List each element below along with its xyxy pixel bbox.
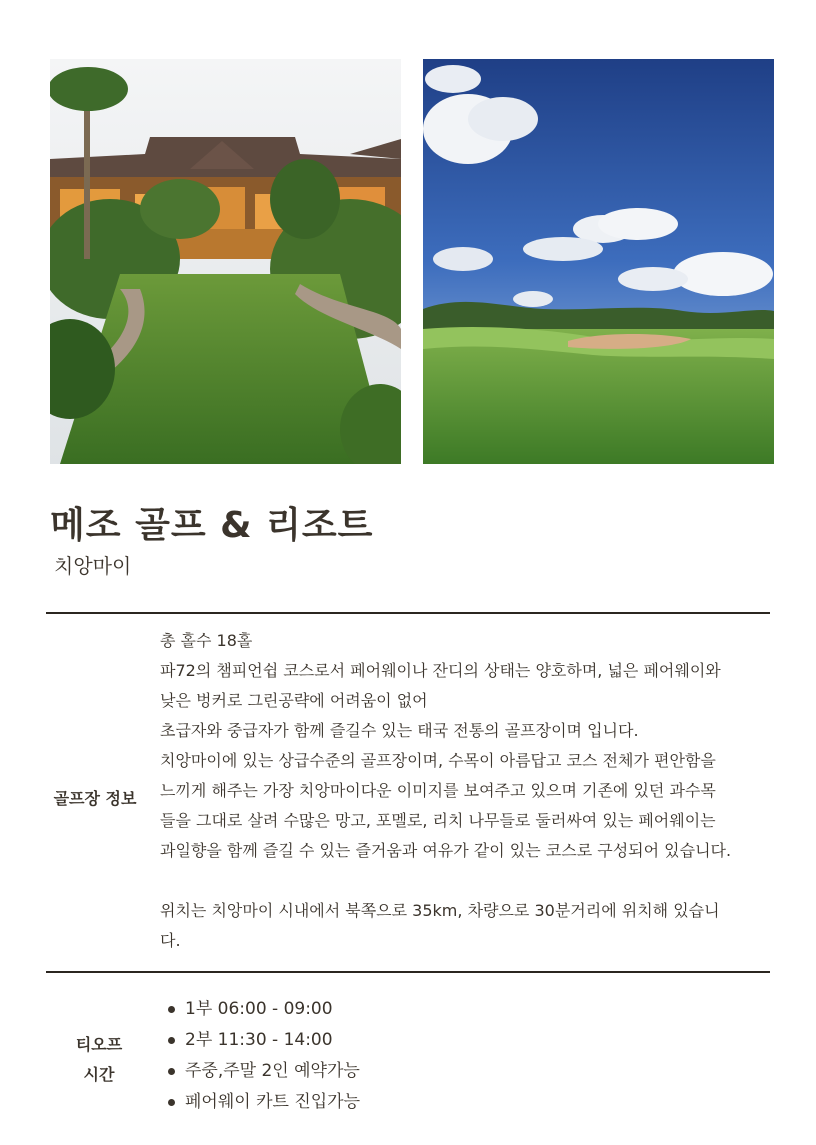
teeoff-item-text: 주중,주말 2인 예약가능 xyxy=(185,1061,360,1081)
info-line: 과일향을 함께 즐길 수 있는 즐거움과 여유가 같이 있는 코스로 구성되어 있습니다. xyxy=(160,841,732,860)
location-subtitle: 치앙마이 xyxy=(54,554,132,578)
page-title: 메조 골프 & 리조트 xyxy=(50,505,374,546)
list-item xyxy=(160,1056,360,1087)
info-line: 위치는 치앙마이 시내에서 북쪽으로 35km, 차량으로 30분거리에 위치해 있습니 xyxy=(160,901,720,920)
teeoff-label-line: 티오프 xyxy=(75,1035,123,1054)
info-line: 낮은 벙커로 그린공략에 어려움이 없어 xyxy=(160,691,428,710)
info-line: 들을 그대로 살려 수많은 망고, 포멜로, 리치 나무들로 둘러싸여 있는 페어웨이는 xyxy=(160,811,716,830)
info-line: 치앙마이에 있는 상급수준의 골프장이며, 수목이 아름답고 코스 전체가 편안함을 xyxy=(160,751,716,770)
info-line: 초급자와 중급자가 함께 즐길수 있는 태국 전통의 골프장이며 입니다. xyxy=(160,721,639,740)
teeoff-section-label xyxy=(46,1030,152,1090)
section-divider-middle xyxy=(46,971,770,973)
teeoff-list xyxy=(160,994,360,1118)
list-item xyxy=(160,1025,360,1056)
bullet-icon xyxy=(168,1068,175,1075)
list-item xyxy=(160,994,360,1025)
teeoff-item-text: 2부 11:30 - 14:00 xyxy=(185,1030,333,1050)
info-line: 느끼게 해주는 가장 치앙마이다운 이미지를 보여주고 있으며 기존에 있던 과수목 xyxy=(160,781,716,800)
section-divider-top xyxy=(46,612,770,614)
teeoff-item-text: 페어웨이 카트 진입가능 xyxy=(185,1092,361,1112)
bullet-icon xyxy=(168,1006,175,1013)
teeoff-item-text: 1부 06:00 - 09:00 xyxy=(185,999,333,1019)
info-line: 다. xyxy=(160,931,181,950)
teeoff-label-line: 시간 xyxy=(83,1065,115,1084)
bullet-icon xyxy=(168,1099,175,1106)
bullet-icon xyxy=(168,1037,175,1044)
course-info-text xyxy=(160,626,770,956)
info-section-label: 골프장 정보 xyxy=(53,789,137,808)
golf-course-photo xyxy=(423,59,774,464)
info-line: 총 홀수 18홀 xyxy=(160,631,253,650)
resort-photo xyxy=(50,59,401,464)
info-line: 파72의 챔피언쉽 코스로서 페어웨이나 잔디의 상태는 양호하며, 넓은 페어웨이와 xyxy=(160,661,721,680)
list-item xyxy=(160,1087,360,1118)
paragraph-gap xyxy=(160,866,770,896)
